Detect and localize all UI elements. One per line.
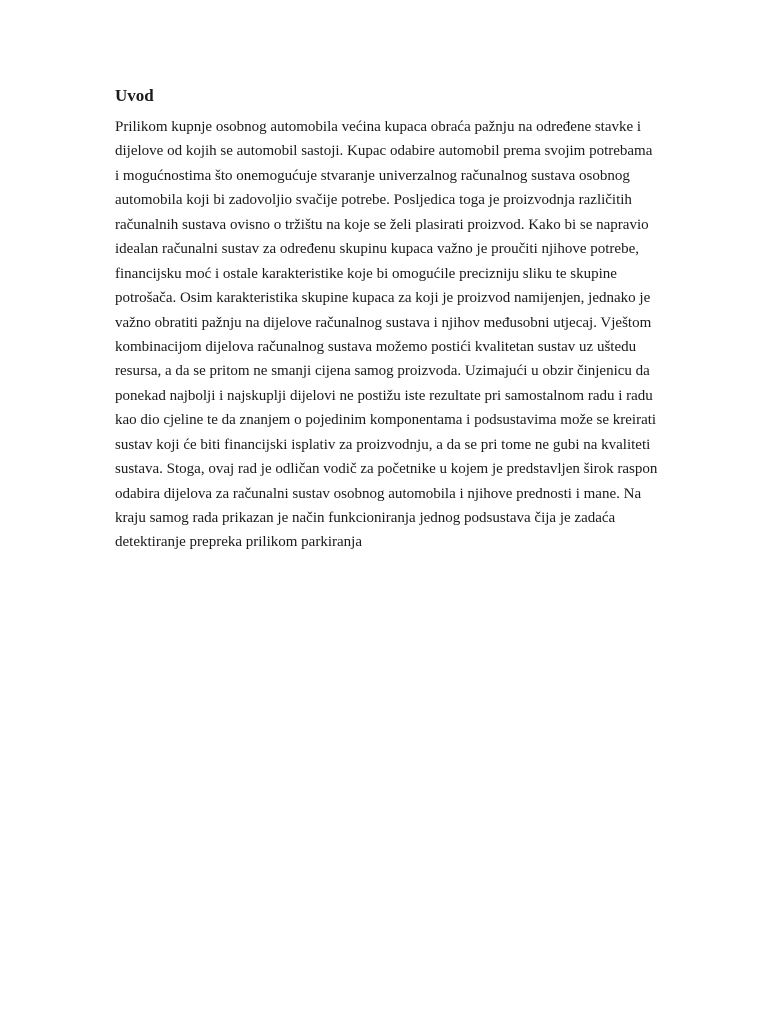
paragraph-line: resursa, a da se pritom ne smanji cijena samog proizvoda. Uzimajući u obzir činjenicu da: [115, 363, 650, 380]
paragraph-line: kraju samog rada prikazan je način funkcioniranja jednog podsustava čija je zadaća: [115, 510, 616, 526]
paragraph-line: automobila koji bi zadovoljio svačije potrebe. Posljedica toga je proizvodnja različitih: [115, 192, 632, 209]
paragraph-line: i mogućnostima što onemogućuje stvaranje univerzalnog računalnog sustava osobnog: [115, 167, 630, 184]
paragraph-line: Prilikom kupnje osobnog automobila većina kupaca obraća pažnju na određene stavke i: [115, 119, 642, 135]
paragraph-line: ponekad najbolji i najskuplji dijelovi ne postižu iste rezultate pri samostalnom radu i radu: [115, 387, 653, 404]
paragraph-line: važno obratiti pažnju na dijelove računalnog sustava i njihov međusobni utjecaj. Vještom: [115, 314, 652, 331]
paragraph-line: sustava. Stoga, ovaj rad je odličan vodič za početnike u kojem je predstavljen širok raspon: [115, 461, 658, 478]
paragraph-line: financijsku moć i ostale karakteristike koje bi omogućile precizniju sliku te skupine: [115, 265, 617, 282]
body-paragraph: [115, 115, 695, 555]
paragraph-line: kao dio cjeline te da znanjem o pojedinim komponentama i podsustavima može se kreirati: [115, 412, 657, 429]
paragraph-line: kombinacijom dijelova računalnog sustava možemo postići kvalitetan sustav uz uštedu: [115, 338, 637, 355]
paragraph-line: dijelove od kojih se automobil sastoji. Kupac odabire automobil prema svojim potrebama: [115, 143, 653, 160]
section-heading: Uvod: [115, 86, 154, 105]
paragraph-line: detektiranje prepreka prilikom parkiranja: [115, 534, 362, 551]
paragraph-line: sustav koji će biti financijski isplativ za proizvodnju, a da se pri tome ne gubi na kvaliteti: [115, 436, 651, 453]
paragraph-line: idealan računalni sustav za određenu skupinu kupaca važno je proučiti njihove potrebe,: [115, 241, 639, 258]
paragraph-line: računalnih sustava ovisno o tržištu na koje se želi plasirati proizvod. Kako bi se napravio: [115, 216, 649, 233]
paragraph-line: potrošača. Osim karakteristika skupine kupaca za koji je proizvod namijenjen, jednako je: [115, 290, 651, 307]
paragraph-line: odabira dijelova za računalni sustav osobnog automobila i njihove prednosti i mane. Na: [115, 485, 642, 502]
